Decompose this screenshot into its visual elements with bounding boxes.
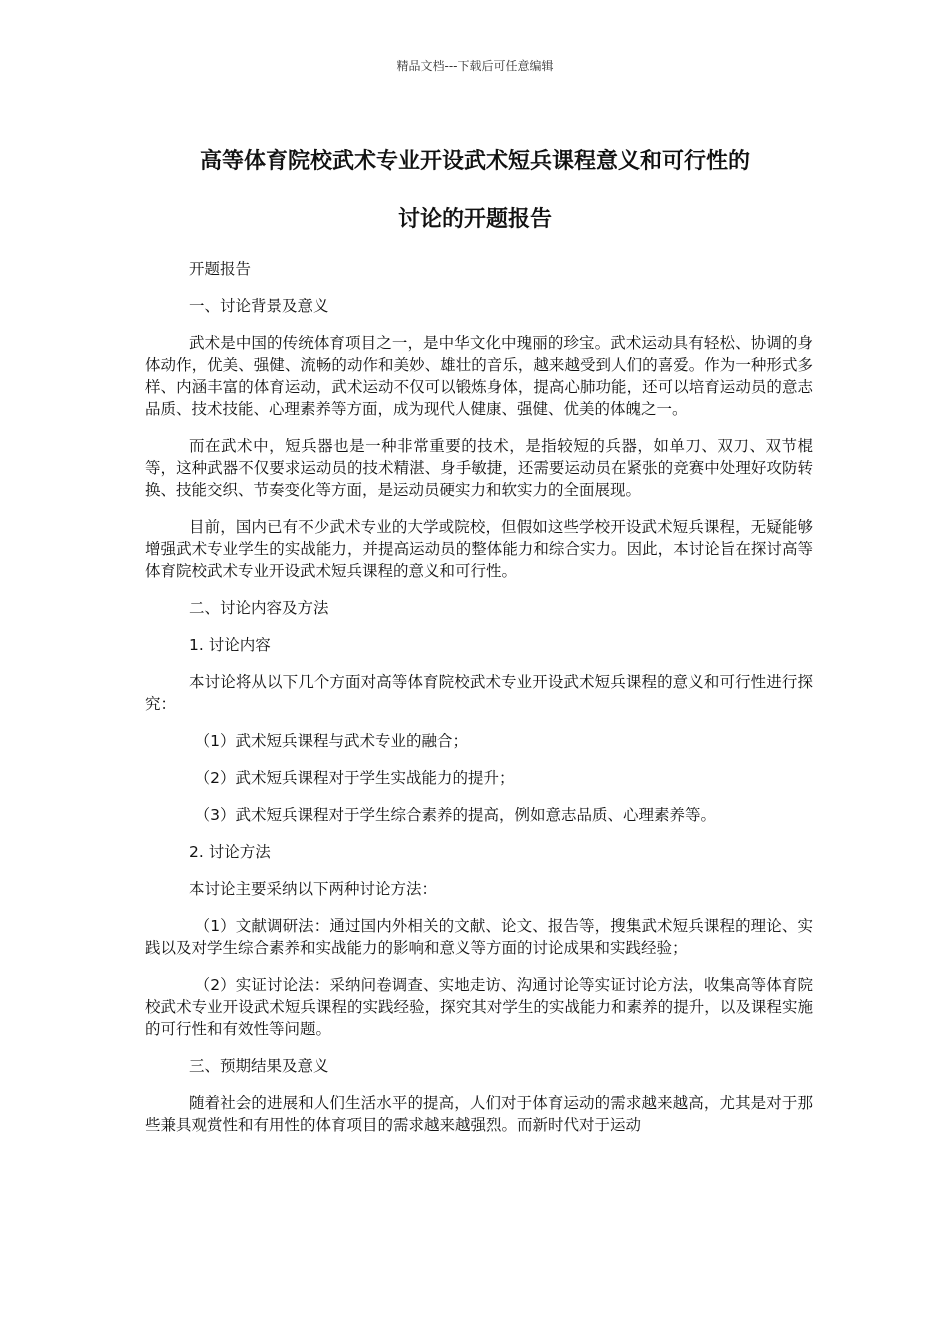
list-item: （2）实证讨论法：采纳问卷调查、实地走访、沟通讨论等实证讨论方法，收集高等体育院校武术专业开设武术短兵课程的实践经验，探究其对学生的实战能力和素养的提升，以及课程实施的可行性和有效性等问题。 xyxy=(145,976,813,1038)
list-item: （2）武术短兵课程对于学生实战能力的提升； xyxy=(194,769,515,787)
section-heading-1: 一、讨论背景及意义 xyxy=(189,297,329,315)
paragraph: 随着社会的进展和人们生活水平的提高，人们对于体育运动的需求越来越高，尤其是对于那些兼具观赏性和有用性的体育项目的需求越来越强烈。而新时代对于运动 xyxy=(145,1094,813,1134)
list-item: （1）武术短兵课程与武术专业的融合； xyxy=(194,732,468,750)
header-note: 精品文档---下载后可任意编辑 xyxy=(396,59,554,73)
subsection-heading: 1. 讨论内容 xyxy=(189,636,271,654)
title-line-1: 高等体育院校武术专业开设武术短兵课程意义和可行性的 xyxy=(199,149,750,174)
section-heading-3: 三、预期结果及意义 xyxy=(189,1057,329,1075)
list-item: （1）文献调研法：通过国内外相关的文献、论文、报告等，搜集武术短兵课程的理论、实践以及对学生综合素养和实战能力的影响和意义等方面的讨论成果和实践经验； xyxy=(145,917,813,957)
title-line-2: 讨论的开题报告 xyxy=(397,207,552,232)
paragraph: 本讨论主要采纳以下两种讨论方法： xyxy=(189,880,438,898)
document-title xyxy=(100,133,850,249)
paragraph: 而在武术中，短兵器也是一种非常重要的技术，是指较短的兵器，如单刀、双刀、双节棍等，这种武器不仅要求运动员的技术精湛、身手敏捷，还需要运动员在紧张的竞赛中处理好攻防转换、技能交织、节奏变化等方面，是运动员硬实力和软实力的全面展现。 xyxy=(145,437,813,499)
paragraph: 本讨论将从以下几个方面对高等体育院校武术专业开设武术短兵课程的意义和可行性进行探究： xyxy=(145,673,813,713)
section-heading-2: 二、讨论内容及方法 xyxy=(189,599,329,617)
paragraph: 武术是中国的传统体育项目之一，是中华文化中瑰丽的珍宝。武术运动具有轻松、协调的身体动作，优美、强健、流畅的动作和美妙、雄壮的音乐，越来越受到人们的喜爱。作为一种形式多样、内涵丰富的体育运动，武术运动不仅可以锻炼身体，提高心肺功能，还可以培育运动员的意志品质、技术技能、心理素养等方面，成为现代人健康、强健、优美的体魄之一。 xyxy=(145,334,813,418)
subsection-heading: 2. 讨论方法 xyxy=(189,843,271,861)
list-item: （3）武术短兵课程对于学生综合素养的提高，例如意志品质、心理素养等。 xyxy=(194,806,716,824)
paragraph: 目前，国内已有不少武术专业的大学或院校，但假如这些学校开设武术短兵课程，无疑能够增强武术专业学生的实战能力，并提高运动员的整体能力和综合实力。因此，本讨论旨在探讨高等体育院校武术专业开设武术短兵课程的意义和可行性。 xyxy=(145,518,813,580)
section-label: 开题报告 xyxy=(189,260,252,278)
document-body xyxy=(145,258,813,1151)
